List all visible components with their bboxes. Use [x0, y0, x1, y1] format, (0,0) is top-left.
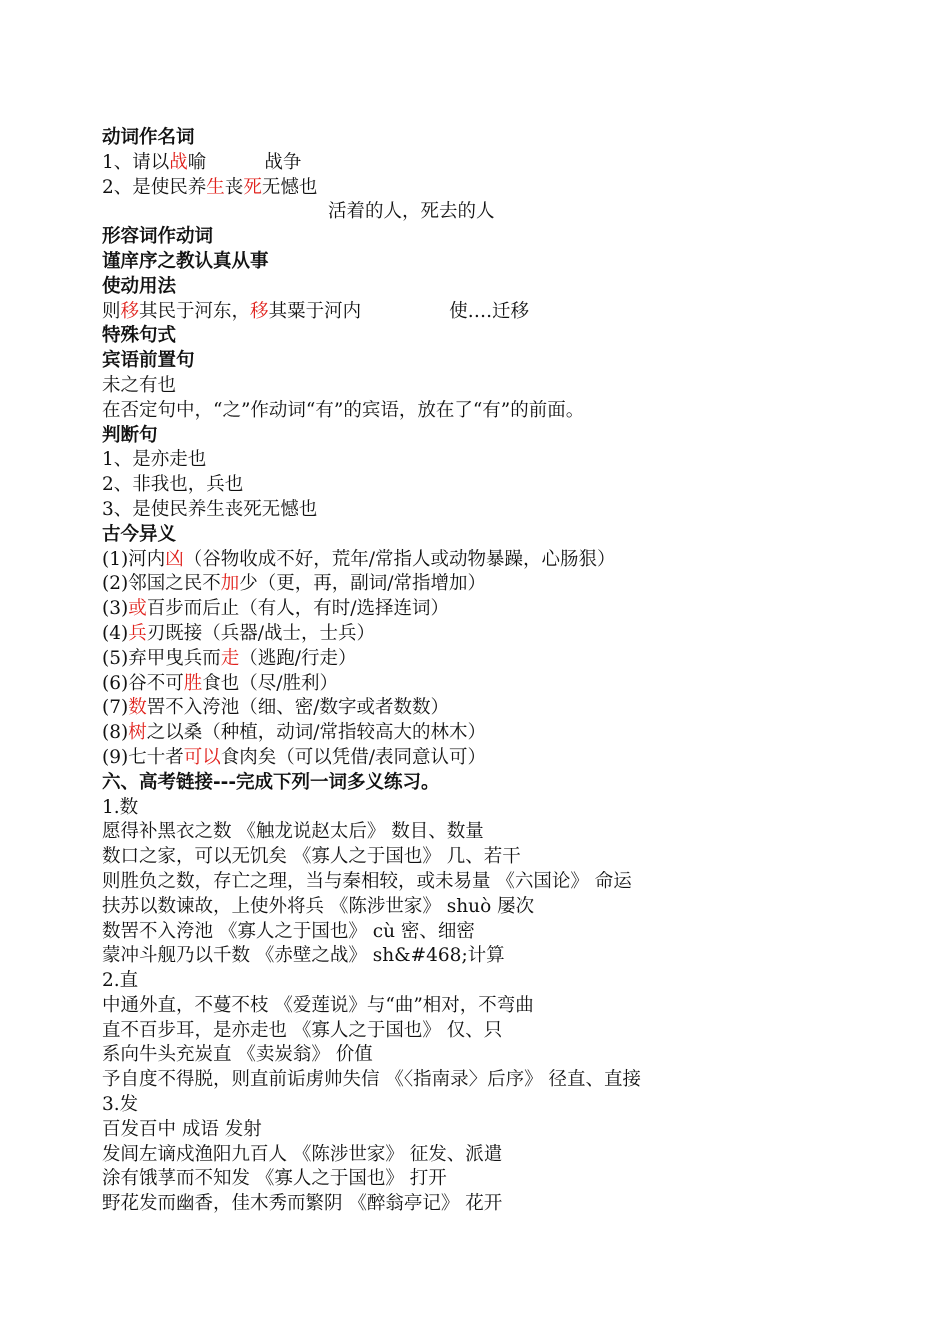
list-item	[102, 572, 902, 597]
usage-line: 愿得补黑衣之数 《触龙说赵太后》 数目、数量	[102, 821, 484, 843]
list-item	[102, 721, 902, 746]
explanation-line: 在否定句中，“之”作动词“有”的宾语，放在了“有”的前面。	[102, 399, 585, 421]
heading-ancient-modern: 古今异义	[102, 523, 177, 545]
text: (4)	[102, 622, 129, 644]
highlight-word: 数	[128, 697, 147, 719]
heading-special-sentence: 特殊句式	[102, 325, 177, 347]
text: (2)邻国之民不	[102, 573, 221, 595]
list-item: 2、非我也，兵也	[102, 474, 244, 496]
translation: 战争	[264, 151, 302, 173]
highlight-word: 生	[206, 176, 225, 198]
text: 其粟于河内	[268, 300, 362, 322]
list-item: 1、是亦走也	[102, 449, 207, 471]
text: 1、请以	[102, 151, 170, 173]
example-line: 未之有也	[102, 374, 177, 396]
example-line	[102, 176, 902, 201]
usage-line: 百发百中 成语 发射	[102, 1118, 262, 1140]
usage-line: 扶苏以数谏故，上使外将兵 《陈涉世家》 shuò 屡次	[102, 895, 535, 917]
text: 百步而后止（有人，有时/选择连词）	[146, 598, 449, 620]
text: 2、是使民养	[102, 176, 207, 198]
list-item	[102, 746, 902, 771]
highlight-word: 或	[128, 598, 147, 620]
text: (1)河内	[102, 548, 166, 570]
usage-line: 发闾左谪戍渔阳九百人 《陈涉世家》 征发、派遣	[102, 1143, 503, 1165]
word-title: 3.发	[102, 1094, 139, 1116]
example-line	[102, 151, 902, 176]
highlight-word: 移	[120, 300, 140, 322]
text: (3)	[102, 598, 129, 620]
heading-judgment: 判断句	[102, 424, 158, 446]
text: (7)	[102, 697, 129, 719]
text: (8)	[102, 722, 129, 744]
heading-object-preposing: 宾语前置句	[102, 350, 195, 372]
text: 则	[102, 300, 121, 322]
text: (6)谷不可	[102, 672, 184, 694]
highlight-word: 加	[220, 573, 240, 595]
highlight-word: 战	[169, 151, 188, 173]
text: 其民于河东，	[139, 300, 251, 322]
text: 刃既接（兵器/战士，士兵）	[146, 622, 375, 644]
document-body	[102, 126, 902, 1217]
text: 丧	[224, 176, 244, 198]
list-item	[102, 672, 902, 697]
translation: 活着的人，死去的人	[328, 201, 495, 223]
highlight-word: 胜	[183, 672, 203, 694]
example-line	[102, 300, 902, 325]
list-item: 3、是使民养生丧死无憾也	[102, 498, 318, 520]
usage-line: 数口之家，可以无饥矣 《寡人之于国也》 几、若干	[102, 846, 521, 868]
text: 食肉矣（可以凭借/表同意认可）	[220, 746, 486, 768]
text: 罟不入洿池（细、密/数字或者数数）	[146, 697, 449, 719]
text: （谷物收成不好，荒年/常指人或动物暴躁，心肠狠）	[183, 548, 616, 570]
word-title: 1.数	[102, 796, 139, 818]
highlight-word: 凶	[165, 548, 184, 570]
usage-line: 则胜负之数，存亡之理，当与秦相较，或未易量 《六国论》 命运	[102, 870, 632, 892]
list-item	[102, 548, 902, 573]
highlight-word: 死	[243, 176, 262, 198]
text: 喻	[187, 151, 207, 173]
list-item	[102, 696, 902, 721]
text: （逃跑/行走）	[239, 647, 357, 669]
highlight-word: 树	[128, 722, 147, 744]
text: 少（更，再，副词/常指增加）	[239, 573, 486, 595]
highlight-word: 走	[220, 647, 240, 669]
text: 食也（尽/胜利）	[202, 672, 338, 694]
usage-line: 涂有饿莩而不知发 《寡人之于国也》 打开	[102, 1168, 447, 1190]
heading-verb-as-noun: 动词作名词	[102, 127, 195, 148]
text: 无憾也	[261, 176, 318, 198]
highlight-word: 兵	[128, 622, 147, 644]
word-title: 2.直	[102, 970, 139, 992]
highlight-word: 移	[250, 300, 269, 322]
usage-line: 予自度不得脱，则直前诟虏帅失信 《〈指南录〉后序》 径直、直接	[102, 1069, 642, 1091]
usage-line: 数罟不入洿池 《寡人之于国也》 cù 密、细密	[102, 920, 475, 942]
heading-causative: 使动用法	[102, 275, 177, 297]
example-bold: 谨庠序之教认真从事	[102, 250, 269, 272]
list-item	[102, 597, 902, 622]
text: (5)弃甲曳兵而	[102, 647, 221, 669]
heading-gaokao-link: 六、高考链接---完成下列一词多义练习。	[102, 771, 440, 793]
highlight-word: 可以	[183, 746, 221, 768]
list-item	[102, 622, 902, 647]
translation-line	[102, 200, 902, 225]
usage-line: 中通外直，不蔓不枝 《爱莲说》与“曲”相对，不弯曲	[102, 994, 534, 1016]
translation: 使….迁移	[449, 300, 529, 322]
usage-line: 系向牛头充炭直 《卖炭翁》 价值	[102, 1044, 373, 1066]
heading-adj-as-verb: 形容词作动词	[102, 226, 214, 248]
usage-line: 直不百步耳，是亦走也 《寡人之于国也》 仅、只	[102, 1019, 503, 1041]
usage-line: 蒙冲斗舰乃以千数 《赤壁之战》 sh&#468;计算	[102, 945, 505, 967]
text: 之以桑（种植，动词/常指较高大的林木）	[146, 722, 486, 744]
text: (9)七十者	[102, 746, 184, 768]
list-item	[102, 647, 902, 672]
usage-line: 野花发而幽香，佳木秀而繁阴 《醉翁亭记》 花开	[102, 1193, 503, 1215]
